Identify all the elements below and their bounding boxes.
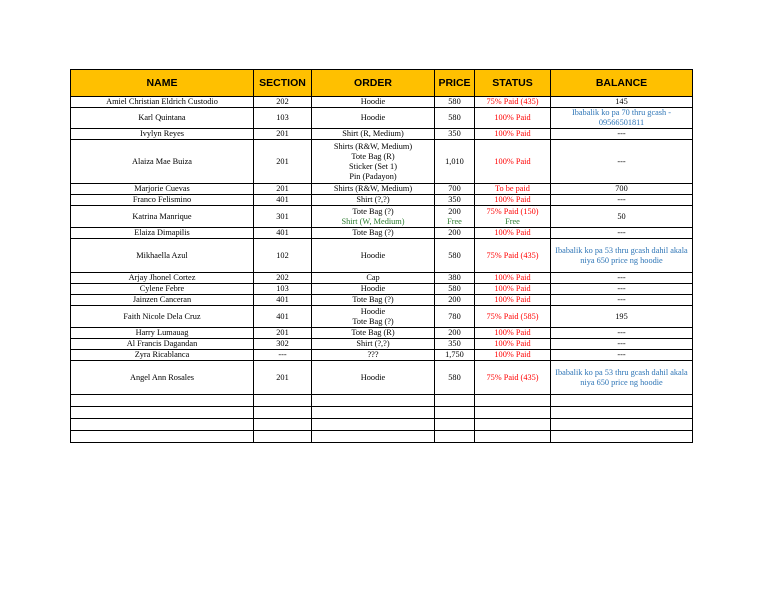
cell-status bbox=[475, 328, 551, 339]
cell-name: Marjorie Cuevas bbox=[71, 184, 254, 195]
cell-order bbox=[312, 306, 435, 328]
cell-section: 201 bbox=[254, 328, 312, 339]
cell-status bbox=[475, 140, 551, 184]
cell-price bbox=[435, 108, 475, 129]
cell-name: Angel Ann Rosales bbox=[71, 361, 254, 395]
order-line: Tote Bag (?) bbox=[352, 316, 394, 326]
cell-balance: --- bbox=[551, 284, 693, 295]
cell-name: Arjay Jhonel Cortez bbox=[71, 273, 254, 284]
cell-status bbox=[475, 295, 551, 306]
price-line: 200 bbox=[448, 228, 461, 237]
table-row bbox=[71, 195, 693, 206]
cell-balance: 50 bbox=[551, 206, 693, 228]
cell-order bbox=[312, 195, 435, 206]
cell-name: Alaiza Mae Buiza bbox=[71, 140, 254, 184]
table-row bbox=[71, 361, 693, 395]
price-line: 200 bbox=[448, 328, 461, 337]
orders-table bbox=[70, 69, 693, 443]
cell-balance: Ibabalik ko pa 70 thru gcash - 09566501811 bbox=[551, 108, 693, 129]
cell-balance: --- bbox=[551, 140, 693, 184]
cell-name: Al Francis Dagandan bbox=[71, 339, 254, 350]
price-line: 700 bbox=[448, 184, 461, 193]
empty-cell bbox=[71, 407, 254, 419]
table-row bbox=[71, 228, 693, 239]
cell-status bbox=[475, 97, 551, 108]
cell-status bbox=[475, 239, 551, 273]
empty-cell bbox=[435, 431, 475, 443]
price-line: 1,750 bbox=[445, 350, 464, 359]
cell-name: Ivylyn Reyes bbox=[71, 129, 254, 140]
status-line: 100% Paid bbox=[494, 350, 531, 359]
status-line: 100% Paid bbox=[494, 339, 531, 348]
table-row bbox=[71, 97, 693, 108]
empty-cell bbox=[435, 407, 475, 419]
cell-price bbox=[435, 328, 475, 339]
order-line: Shirts (R&W, Medium) bbox=[333, 141, 413, 151]
cell-price bbox=[435, 129, 475, 140]
cell-order bbox=[312, 129, 435, 140]
cell-section: 103 bbox=[254, 108, 312, 129]
empty-cell bbox=[551, 431, 693, 443]
cell-name: Cylene Febre bbox=[71, 284, 254, 295]
empty-cell bbox=[254, 431, 312, 443]
empty-row bbox=[71, 419, 693, 431]
order-line: Sticker (Set 1) bbox=[349, 161, 397, 171]
empty-cell bbox=[551, 419, 693, 431]
cell-balance: --- bbox=[551, 339, 693, 350]
price-line: 350 bbox=[448, 129, 461, 138]
table-row bbox=[71, 129, 693, 140]
status-line: 100% Paid bbox=[494, 273, 531, 282]
cell-status bbox=[475, 206, 551, 228]
cell-section: 202 bbox=[254, 273, 312, 284]
order-line: Hoodie bbox=[360, 250, 386, 260]
empty-cell bbox=[551, 407, 693, 419]
cell-section: 401 bbox=[254, 195, 312, 206]
order-line: Tote Bag (?) bbox=[352, 228, 394, 237]
cell-order bbox=[312, 350, 435, 361]
cell-status bbox=[475, 195, 551, 206]
empty-cell bbox=[435, 419, 475, 431]
order-line: Shirts (R&W, Medium) bbox=[333, 184, 413, 193]
order-line: Hoodie bbox=[360, 306, 386, 316]
cell-order bbox=[312, 140, 435, 184]
cell-section: 401 bbox=[254, 306, 312, 328]
header-order: ORDER bbox=[312, 70, 435, 97]
table-row bbox=[71, 339, 693, 350]
status-line: 75% Paid (585) bbox=[486, 311, 539, 321]
cell-balance: --- bbox=[551, 295, 693, 306]
cell-section: 201 bbox=[254, 361, 312, 395]
status-line: 75% Paid (150) bbox=[486, 206, 539, 216]
cell-balance: 700 bbox=[551, 184, 693, 195]
empty-cell bbox=[71, 419, 254, 431]
table-row bbox=[71, 350, 693, 361]
header-section: SECTION bbox=[254, 70, 312, 97]
cell-order bbox=[312, 184, 435, 195]
cell-price bbox=[435, 239, 475, 273]
cell-balance: 145 bbox=[551, 97, 693, 108]
cell-name: Faith Nicole Dela Cruz bbox=[71, 306, 254, 328]
empty-cell bbox=[312, 395, 435, 407]
order-line: Shirt (R, Medium) bbox=[342, 129, 404, 138]
cell-price bbox=[435, 284, 475, 295]
cell-section: 401 bbox=[254, 295, 312, 306]
cell-section: 302 bbox=[254, 339, 312, 350]
cell-section: 401 bbox=[254, 228, 312, 239]
order-line: ??? bbox=[367, 350, 379, 359]
status-line: 100% Paid bbox=[494, 284, 531, 293]
cell-status bbox=[475, 284, 551, 295]
cell-order bbox=[312, 284, 435, 295]
order-line: Tote Bag (?) bbox=[352, 206, 394, 216]
cell-balance: --- bbox=[551, 195, 693, 206]
cell-balance: --- bbox=[551, 228, 693, 239]
status-line: 100% Paid bbox=[494, 228, 531, 237]
table-row bbox=[71, 206, 693, 228]
order-line: Hoodie bbox=[360, 113, 386, 122]
price-line: 350 bbox=[448, 339, 461, 348]
status-line: 100% Paid bbox=[494, 328, 531, 337]
cell-price bbox=[435, 195, 475, 206]
cell-name: Elaiza Dimapilis bbox=[71, 228, 254, 239]
price-line: 580 bbox=[448, 113, 461, 122]
order-line: Shirt (?,?) bbox=[356, 195, 390, 204]
price-line: 780 bbox=[448, 311, 461, 321]
empty-cell bbox=[551, 395, 693, 407]
header-row bbox=[71, 70, 693, 97]
cell-order bbox=[312, 361, 435, 395]
cell-price bbox=[435, 273, 475, 284]
cell-order bbox=[312, 273, 435, 284]
empty-cell bbox=[254, 395, 312, 407]
cell-price bbox=[435, 295, 475, 306]
cell-status bbox=[475, 184, 551, 195]
empty-cell bbox=[475, 407, 551, 419]
order-line: Pin (Padayon) bbox=[349, 171, 397, 181]
empty-cell bbox=[312, 431, 435, 443]
cell-price bbox=[435, 361, 475, 395]
price-line: 580 bbox=[448, 372, 461, 382]
cell-price bbox=[435, 306, 475, 328]
cell-balance: --- bbox=[551, 129, 693, 140]
cell-status bbox=[475, 129, 551, 140]
cell-order bbox=[312, 228, 435, 239]
cell-name: Katrina Manrique bbox=[71, 206, 254, 228]
cell-status bbox=[475, 108, 551, 129]
cell-order bbox=[312, 328, 435, 339]
cell-name: Mikhaella Azul bbox=[71, 239, 254, 273]
cell-balance: 195 bbox=[551, 306, 693, 328]
empty-cell bbox=[475, 395, 551, 407]
cell-order bbox=[312, 339, 435, 350]
cell-price bbox=[435, 206, 475, 228]
status-line: 100% Paid bbox=[494, 156, 531, 166]
cell-status bbox=[475, 273, 551, 284]
cell-name: Jainzen Canceran bbox=[71, 295, 254, 306]
table-row bbox=[71, 140, 693, 184]
table-row bbox=[71, 184, 693, 195]
status-line: 100% Paid bbox=[494, 295, 531, 304]
order-line: Tote Bag (R) bbox=[351, 328, 395, 337]
cell-balance: --- bbox=[551, 273, 693, 284]
cell-status bbox=[475, 361, 551, 395]
cell-section: --- bbox=[254, 350, 312, 361]
empty-row bbox=[71, 395, 693, 407]
price-line: 1,010 bbox=[445, 156, 464, 166]
cell-status bbox=[475, 350, 551, 361]
price-line: 200 bbox=[448, 295, 461, 304]
price-line: 580 bbox=[448, 250, 461, 260]
empty-cell bbox=[312, 407, 435, 419]
empty-cell bbox=[475, 431, 551, 443]
price-line: 350 bbox=[448, 195, 461, 204]
order-line: Hoodie bbox=[360, 284, 386, 293]
cell-status bbox=[475, 339, 551, 350]
table-row bbox=[71, 273, 693, 284]
status-line: 75% Paid (435) bbox=[486, 250, 539, 260]
empty-cell bbox=[312, 419, 435, 431]
cell-order bbox=[312, 206, 435, 228]
empty-cell bbox=[254, 407, 312, 419]
table-row bbox=[71, 306, 693, 328]
status-line: To be paid bbox=[495, 184, 530, 193]
header-balance: BALANCE bbox=[551, 70, 693, 97]
cell-section: 202 bbox=[254, 97, 312, 108]
empty-row bbox=[71, 431, 693, 443]
table-row bbox=[71, 295, 693, 306]
header-status: STATUS bbox=[475, 70, 551, 97]
cell-name: Amiel Christian Eldrich Custodio bbox=[71, 97, 254, 108]
price-line: Free bbox=[447, 216, 462, 226]
price-line: 580 bbox=[448, 97, 461, 106]
order-line: Tote Bag (R) bbox=[351, 151, 395, 161]
cell-price bbox=[435, 140, 475, 184]
order-line: Cap bbox=[366, 273, 380, 282]
cell-balance: Ibabalik ko pa 53 thru gcash dahil akala niya 650 price ng hoodie bbox=[551, 361, 693, 395]
cell-section: 301 bbox=[254, 206, 312, 228]
cell-name: Karl Quintana bbox=[71, 108, 254, 129]
status-line: Free bbox=[505, 216, 520, 226]
header-name: NAME bbox=[71, 70, 254, 97]
table-row bbox=[71, 328, 693, 339]
cell-order bbox=[312, 295, 435, 306]
order-line: Hoodie bbox=[360, 97, 386, 106]
cell-price bbox=[435, 97, 475, 108]
empty-cell bbox=[475, 419, 551, 431]
price-line: 580 bbox=[448, 284, 461, 293]
header-price: PRICE bbox=[435, 70, 475, 97]
table-row bbox=[71, 239, 693, 273]
cell-section: 103 bbox=[254, 284, 312, 295]
price-line: 380 bbox=[448, 273, 461, 282]
cell-name: Harry Lumauag bbox=[71, 328, 254, 339]
empty-cell bbox=[71, 395, 254, 407]
table-row bbox=[71, 108, 693, 129]
cell-name: Zyra Ricablanca bbox=[71, 350, 254, 361]
price-line: 200 bbox=[448, 206, 461, 216]
empty-cell bbox=[71, 431, 254, 443]
order-line: Shirt (W, Medium) bbox=[341, 216, 405, 226]
table-row bbox=[71, 284, 693, 295]
order-line: Hoodie bbox=[360, 372, 386, 382]
cell-balance: --- bbox=[551, 350, 693, 361]
cell-name: Franco Felismino bbox=[71, 195, 254, 206]
order-line: Shirt (?,?) bbox=[356, 339, 390, 348]
cell-section: 102 bbox=[254, 239, 312, 273]
status-line: 100% Paid bbox=[494, 113, 531, 122]
cell-balance: --- bbox=[551, 328, 693, 339]
cell-status bbox=[475, 228, 551, 239]
empty-cell bbox=[254, 419, 312, 431]
status-line: 100% Paid bbox=[494, 129, 531, 138]
status-line: 75% Paid (435) bbox=[486, 97, 539, 106]
cell-order bbox=[312, 97, 435, 108]
cell-price bbox=[435, 184, 475, 195]
empty-cell bbox=[435, 395, 475, 407]
cell-section: 201 bbox=[254, 129, 312, 140]
status-line: 75% Paid (435) bbox=[486, 372, 539, 382]
cell-order bbox=[312, 239, 435, 273]
cell-balance: Ibabalik ko pa 53 thru gcash dahil akala niya 650 price ng hoodie bbox=[551, 239, 693, 273]
status-line: 100% Paid bbox=[494, 195, 531, 204]
order-line: Tote Bag (?) bbox=[352, 295, 394, 304]
cell-section: 201 bbox=[254, 184, 312, 195]
cell-order bbox=[312, 108, 435, 129]
cell-price bbox=[435, 228, 475, 239]
cell-price bbox=[435, 350, 475, 361]
empty-row bbox=[71, 407, 693, 419]
cell-status bbox=[475, 306, 551, 328]
table-body bbox=[71, 97, 693, 443]
cell-price bbox=[435, 339, 475, 350]
cell-section: 201 bbox=[254, 140, 312, 184]
